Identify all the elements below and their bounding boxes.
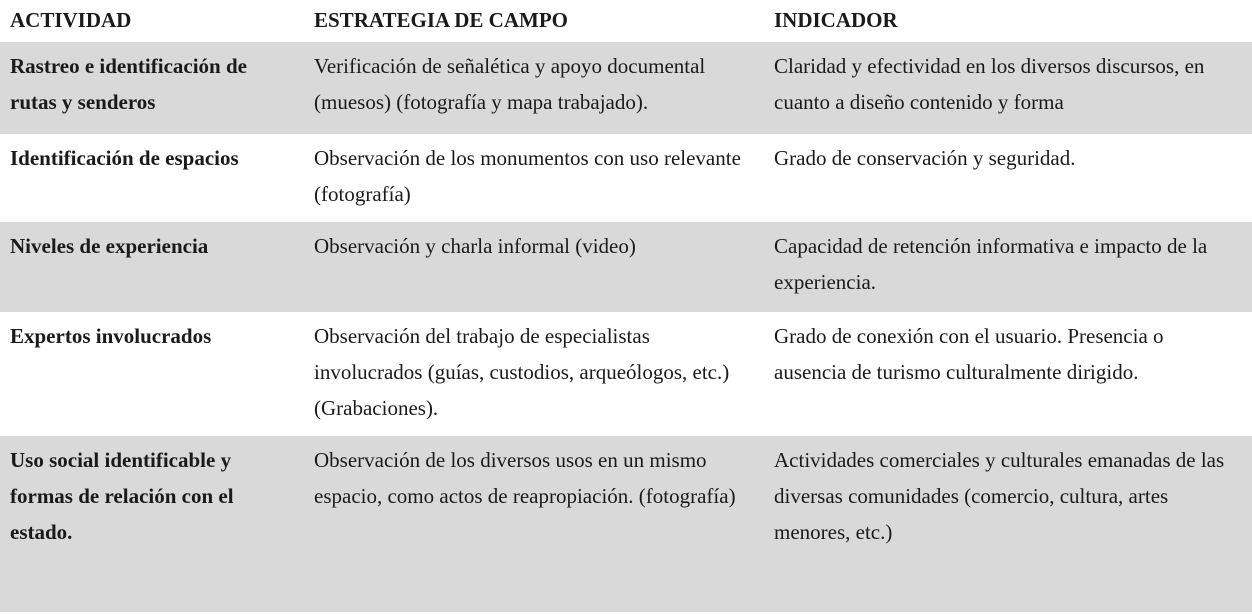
table-row <box>0 438 1252 614</box>
cell-actividad: Niveles de experiencia <box>10 234 209 258</box>
header-actividad: ACTIVIDAD <box>10 8 132 32</box>
cell-indicador: Claridad y efectividad en los diversos discursos, en cuanto a diseño contenido y forma <box>774 54 1205 114</box>
table-row <box>0 44 1252 136</box>
cell-estrategia: Observación de los diversos usos en un mismo espacio, como actos de reapropiación. (fotografía) <box>314 448 736 508</box>
table-row <box>0 136 1252 224</box>
cell-actividad: Identificación de espacios <box>10 146 239 170</box>
cell-indicador: Grado de conservación y seguridad. <box>774 146 1076 170</box>
cell-actividad: Uso social identificable y formas de relación con el estado. <box>10 448 234 544</box>
cell-indicador: Capacidad de retención informativa e impacto de la experiencia. <box>774 234 1208 294</box>
table-row <box>0 314 1252 438</box>
cell-estrategia: Observación de los monumentos con uso relevante (fotografía) <box>314 146 741 206</box>
cell-estrategia: Observación del trabajo de especialistas involucrados (guías, custodios, arqueólogos, etc.) (Grabaciones). <box>314 324 730 420</box>
table-row <box>0 224 1252 314</box>
cell-estrategia: Observación y charla informal (video) <box>314 234 636 258</box>
header-indicador: INDICADOR <box>774 8 898 32</box>
header-estrategia: ESTRATEGIA DE CAMPO <box>314 8 568 32</box>
cell-estrategia: Verificación de señalética y apoyo documental (muesos) (fotografía y mapa trabajado). <box>314 54 706 114</box>
cell-indicador: Actividades comerciales y culturales emanadas de las diversas comunidades (comercio, cultura, artes menores, etc.) <box>774 448 1225 544</box>
cell-actividad: Expertos involucrados <box>10 324 212 348</box>
table-header-row <box>0 0 1252 44</box>
cell-indicador: Grado de conexión con el usuario. Presencia o ausencia de turismo culturalmente dirigido. <box>774 324 1164 384</box>
cell-actividad: Rastreo e identificación de rutas y senderos <box>10 54 247 114</box>
